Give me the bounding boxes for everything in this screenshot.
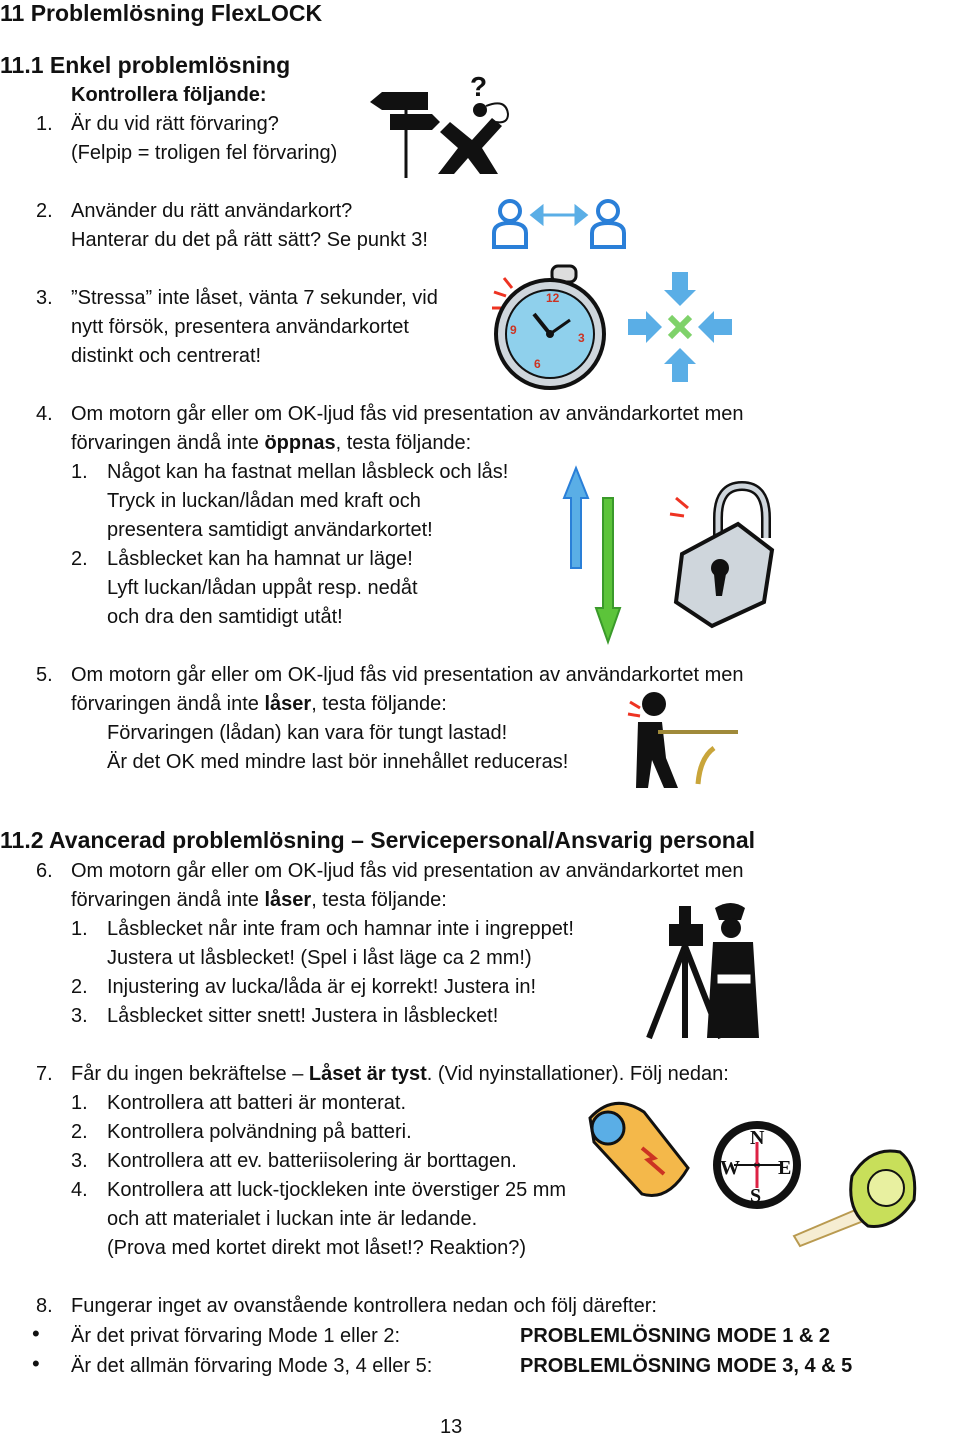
- item-7-1-line-1: Kontrollera att batteri är monterat.: [107, 1092, 407, 1114]
- surveyor-icon: [635, 898, 765, 1038]
- item-7-4-line-3: (Prova med kortet direkt mot låset!? Reaktion?): [107, 1237, 527, 1259]
- item-4-2-line-3: och dra den samtidigt utåt!: [107, 606, 343, 628]
- sub-item-number: 3.: [71, 1150, 88, 1172]
- section-intro: Kontrollera följande:: [71, 84, 267, 106]
- page-title: 11 Problemlösning FlexLOCK: [0, 0, 323, 26]
- compass-letter-w: W: [720, 1157, 740, 1179]
- item-number: 4.: [36, 403, 53, 425]
- item-4-2-line-2: Lyft luckan/lådan uppåt resp. nedåt: [107, 577, 418, 599]
- clock-number: 9: [510, 323, 517, 337]
- compass-letter-n: N: [750, 1127, 765, 1149]
- confused-signpost-icon: [368, 71, 518, 178]
- up-down-arrows-icon: [558, 458, 628, 648]
- compass-icon: [712, 1120, 802, 1210]
- item-7-2-line-1: Kontrollera polvändning på batteri.: [107, 1121, 412, 1143]
- item-5-line-4: Är det OK med mindre last bör innehållet reduceras!: [107, 751, 569, 773]
- centering-arrows-icon: [640, 272, 720, 382]
- item-4-1-line-1: Något kan ha fastnat mellan låsbleck och lås!: [107, 461, 509, 483]
- item-8-line-1: Fungerar inget av ovanstående kontrollera nedan och följ därefter:: [71, 1295, 657, 1317]
- bullet: •: [32, 1351, 40, 1376]
- sub-item-number: 3.: [71, 1005, 88, 1027]
- item-5-line-2: förvaringen ändå inte låser, testa följande:: [71, 693, 447, 715]
- item-7-line-1: Får du ingen bekräftelse – Låset är tyst. (Vid nyinstallationer). Följ nedan:: [71, 1063, 729, 1085]
- item-2-line-1: Använder du rätt användarkort?: [71, 200, 353, 222]
- item-7-3-line-1: Kontrollera att ev. batteriisolering är borttagen.: [107, 1150, 517, 1172]
- compass-letter-s: S: [750, 1185, 762, 1207]
- item-5-line-1: Om motorn går eller om OK-ljud fås vid presentation av användarkortet men: [71, 664, 744, 686]
- item-6-1-line-1: Låsblecket når inte fram och hamnar inte i ingreppet!: [107, 918, 574, 940]
- clock-number: 6: [534, 357, 541, 371]
- bullet: •: [32, 1321, 40, 1346]
- item-4-line-1: Om motorn går eller om OK-ljud fås vid presentation av användarkortet men: [71, 403, 744, 425]
- sub-item-number: 1.: [71, 461, 88, 483]
- sub-item-number: 2.: [71, 976, 88, 998]
- item-7-4-line-1: Kontrollera att luck-tjockleken inte överstiger 25 mm: [107, 1179, 567, 1201]
- item-number: 6.: [36, 860, 53, 882]
- bullet-1-label: Är det privat förvaring Mode 1 eller 2:: [71, 1325, 401, 1347]
- sub-item-number: 1.: [71, 1092, 88, 1114]
- item-number: 2.: [36, 200, 53, 222]
- item-number: 3.: [36, 287, 53, 309]
- stopwatch-icon: [490, 262, 610, 392]
- item-number: 7.: [36, 1063, 53, 1085]
- item-number: 5.: [36, 664, 53, 686]
- item-6-line-2: förvaringen ändå inte låser, testa följande:: [71, 889, 447, 911]
- section-11-2-title: 11.2 Avancerad problemlösning – Servicepersonal/Ansvarig personal: [0, 827, 756, 853]
- item-4-1-line-2: Tryck in luckan/lådan med kraft och: [107, 490, 421, 512]
- item-7-4-line-2: och att materialet i luckan inte är ledande.: [107, 1208, 478, 1230]
- item-2-line-2: Hanterar du det på rätt sätt? Se punkt 3!: [71, 229, 428, 251]
- item-3-line-2: nytt försök, presentera användarkortet: [71, 316, 409, 338]
- sub-item-number: 2.: [71, 548, 88, 570]
- item-6-2-line-1: Injustering av lucka/låda är ej korrekt! Justera in!: [107, 976, 537, 998]
- section-11-1-title: 11.1 Enkel problemlösning: [0, 52, 291, 78]
- clock-number: 3: [578, 331, 585, 345]
- item-6-line-1: Om motorn går eller om OK-ljud fås vid presentation av användarkortet men: [71, 860, 744, 882]
- item-number: 8.: [36, 1295, 53, 1317]
- sub-item-number: 2.: [71, 1121, 88, 1143]
- users-swap-icon: [490, 193, 630, 253]
- item-4-line-2: förvaringen ändå inte öppnas, testa följande:: [71, 432, 472, 454]
- item-4-2-line-1: Låsblecket kan ha hamnat ur läge!: [107, 548, 413, 570]
- clock-number: 12: [546, 291, 560, 305]
- bullet-1-reference: PROBLEMLÖSNING MODE 1 & 2: [520, 1325, 831, 1347]
- item-1-line-2: (Felpip = troligen fel förvaring): [71, 142, 338, 164]
- battery-card-icon: [584, 1098, 694, 1208]
- item-number: 1.: [36, 113, 53, 135]
- compass-letter-e: E: [778, 1157, 792, 1179]
- item-6-1-line-2: Justera ut låsblecket! (Spel i låst läge ca 2 mm!): [107, 947, 532, 969]
- sub-item-number: 4.: [71, 1179, 88, 1201]
- measuring-tape-icon: [790, 1140, 930, 1250]
- open-padlock-icon: [668, 478, 778, 628]
- item-3-line-3: distinkt och centrerat!: [71, 345, 262, 367]
- person-pulling-icon: [628, 688, 738, 788]
- page-number: 13: [440, 1416, 463, 1438]
- item-3-line-1: ”Stressa” inte låset, vänta 7 sekunder, vid: [71, 287, 438, 309]
- question-mark: ?: [470, 71, 488, 102]
- bullet-2-label: Är det allmän förvaring Mode 3, 4 eller 5:: [71, 1355, 433, 1377]
- item-5-line-3: Förvaringen (lådan) kan vara för tungt lastad!: [107, 722, 508, 744]
- bullet-2-reference: PROBLEMLÖSNING MODE 3, 4 & 5: [520, 1355, 853, 1377]
- item-6-3-line-1: Låsblecket sitter snett! Justera in låsblecket!: [107, 1005, 499, 1027]
- sub-item-number: 1.: [71, 918, 88, 940]
- item-1-line-1: Är du vid rätt förvaring?: [71, 113, 279, 135]
- item-4-1-line-3: presentera samtidigt användarkortet!: [107, 519, 433, 541]
